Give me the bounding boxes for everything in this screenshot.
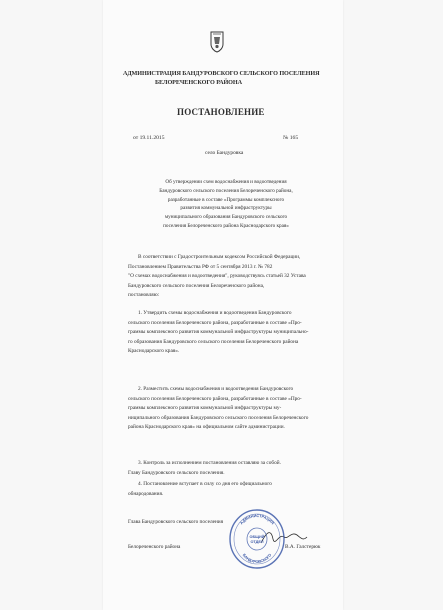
header-organization: АДМИНИСТРАЦИЯ БАНДУРОВСКОГО СЕЛЬСКОГО ПОСЕЛЕНИЯ — [123, 70, 320, 77]
paragraph-line: Главу Бандуровского сельского поселения. — [128, 469, 225, 476]
paragraph-line: постановляю: — [128, 292, 160, 299]
paragraph-item-1 — [128, 309, 330, 357]
stamp-text-top: АДМИНИСТРАЦИЯ — [239, 513, 275, 526]
signature-district: Белореченского района — [128, 544, 181, 550]
paragraph-line: 2. Разместить схемы водоснабжения и водоотведения Бандуровского — [138, 386, 294, 392]
coat-of-arms-icon — [209, 31, 225, 53]
document-page[interactable] — [103, 0, 343, 610]
paragraph-preamble — [128, 253, 330, 301]
paragraph-line: Краснодарского края». — [128, 348, 180, 355]
svg-text:АДМИНИСТРАЦИЯ — [239, 514, 274, 526]
paragraph-line: 1. Утвердить схемы водоснабжения и водоотведения Бандуровского — [138, 310, 292, 316]
paragraph-line: Постановлением Правительства РФ от 5 сентября 2013 г. № 782 — [128, 263, 273, 270]
official-stamp — [227, 507, 287, 571]
document-subject — [131, 178, 321, 231]
subject-line: разработанные в составе «Программы комплексного — [167, 196, 285, 203]
signer-name: В.А. Галстерюк — [285, 544, 321, 550]
subject-line: развития коммунальной инфраструктуры — [180, 205, 272, 212]
paragraph-item-3 — [128, 459, 330, 478]
paragraph-line: граммы комплексного развития коммунальной инфраструктуры му- — [128, 405, 282, 412]
paragraph-line: Бандуровского сельского поселения Белореченского района, — [128, 282, 265, 289]
document-content — [103, 0, 343, 610]
paragraph-item-2 — [128, 385, 330, 433]
subject-line: муниципального образования Бандуровского сельского — [164, 214, 288, 221]
paragraph-line: обнародования. — [128, 490, 164, 497]
stamp-text-bottom: БАНДУРОВСКОГО — [241, 553, 273, 565]
subject-line: поселения Белореченского района Краснодарского края» — [163, 222, 289, 229]
paragraph-line: 4. Постановление вступает в силу со дня его официального — [138, 481, 272, 487]
signature-position: Глава Бандуровского сельского поселения — [128, 519, 224, 525]
stamp-text-center: ОБЩИЙ — [249, 535, 265, 539]
viewer-gutter-left — [0, 0, 103, 610]
paragraph-item-4 — [128, 480, 330, 499]
subject-line: Бандуровского сельского поселения Белореченского района, — [159, 187, 293, 194]
svg-text:БАНДУРОВСКОГО — [242, 553, 273, 564]
paragraph-line: района Краснодарского края» на официальном сайте администрации. — [128, 424, 285, 431]
paragraph-line: "О схемах водоснабжения и водоотведения", руководствуясь статьей 32 Устава — [128, 273, 306, 280]
paragraph-line: В соответствии с Градостроительным кодексом Российской Федерации, — [138, 254, 301, 260]
paragraph-line: 3. Контроль за исполнением постановления оставляю за собой. — [138, 460, 281, 466]
header-district: БЕЛОРЕЧЕНСКОГО РАЙОНА — [155, 79, 242, 86]
paragraph-line: сельского поселения Белореченского района, разработанные в составе «Про- — [128, 319, 302, 326]
paragraph-line: сельского поселения Белореченского района, разработанные в составе «Про- — [128, 395, 302, 402]
paragraph-line: ниципального образования Бандуровского сельского поселения Белореченского — [128, 414, 309, 421]
viewer-gutter-right — [343, 0, 443, 610]
document-date: от 19.11.2015 — [133, 135, 165, 141]
paragraph-line: граммы комплексного развития коммунальной инфраструктуры муниципально- — [128, 329, 309, 336]
document-city: село Бандуровка — [205, 150, 244, 156]
document-title: ПОСТАНОВЛЕНИЕ — [177, 107, 265, 117]
subject-line: Об утверждении схем водоснабжения и водоотведения — [165, 179, 287, 185]
document-number: № 165 — [283, 135, 299, 141]
paragraph-line: го образования Бандуровского сельского поселения Белореченского района — [128, 338, 299, 345]
stamp-text-center2: ОТДЕЛ — [250, 540, 264, 544]
